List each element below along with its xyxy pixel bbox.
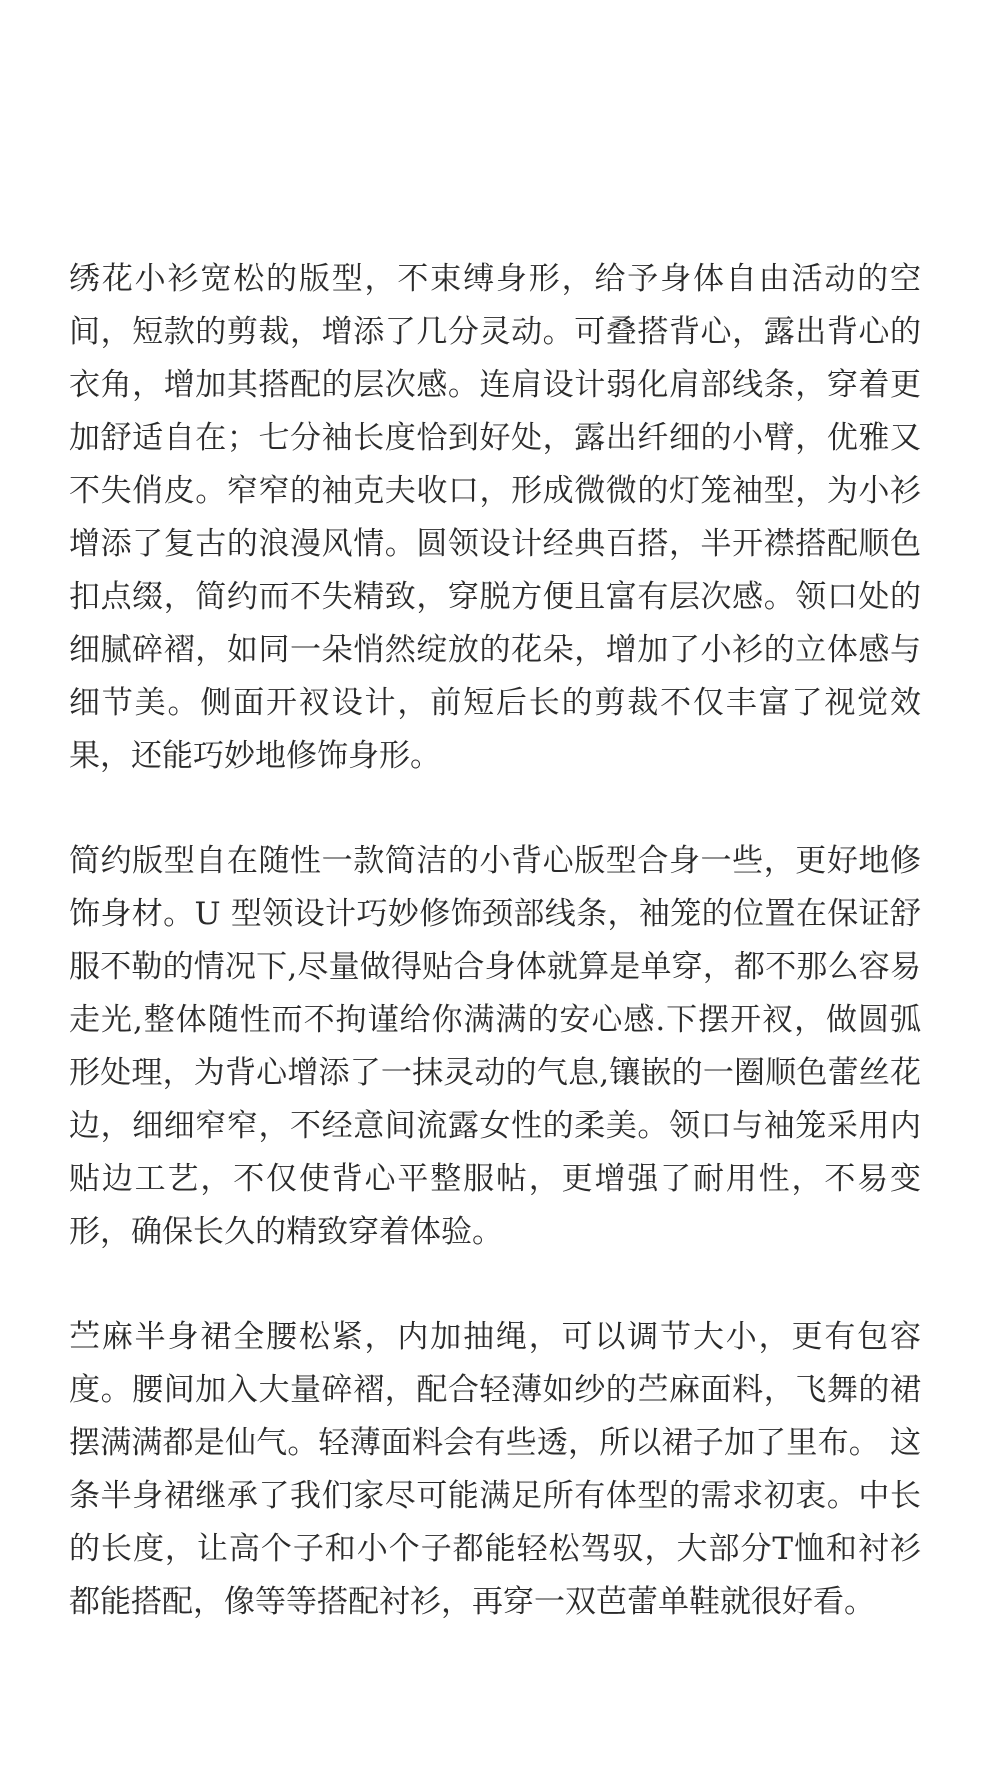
paragraph-blouse: 绣花小衫宽松的版型，不束缚身形，给予身体自由活动的空间，短款的剪裁，增添了几分灵动。可叠搭背心，露出背心的衣角，增加其搭配的层次感。连肩设计弱化肩部线条，穿着更加舒适自在；七分袖长度恰到好处，露出纤细的小臂，优雅又不失俏皮。窄窄的袖克夫收口，形成微微的灯笼袖型，为小衫增添了复古的浪漫风情。圆领设计经典百搭，半开襟搭配顺色扣点缀，简约而不失精致，穿脱方便且富有层次感。领口处的细腻碎褶，如同一朵悄然绽放的花朵，增加了小衫的立体感与细节美。侧面开衩设计，前短后长的剪裁不仅丰富了视觉效果，还能巧妙地修饰身形。 [69,261,921,774]
paragraph-vest: 简约版型自在随性一款简洁的小背心版型合身一些，更好地修饰身材。U 型领设计巧妙修饰颈部线条，袖笼的位置在保证舒服不勒的情况下,尽量做得贴合身体就算是单穿，都不那么容易走光,整体随性而不拘谨给你满满的安心感.下摆开衩，做圆弧形处理，为背心增添了一抹灵动的气息,镶嵌的一圈顺色蕾丝花边，细细窄窄，不经意间流露女性的柔美。领口与袖笼采用内贴边工艺，不仅使背心平整服帖，更增强了耐用性，不易变形，确保长久的精致穿着体验。 [69,843,921,1250]
paragraph-skirt: 苎麻半身裙全腰松紧，内加抽绳，可以调节大小，更有包容度。腰间加入大量碎褶，配合轻薄如纱的苎麻面料，飞舞的裙摆满满都是仙气。轻薄面料会有些透，所以裙子加了里布。 这条半身裙继承了我们家尽可能满足所有体型的需求初衷。中长的长度，让高个子和小个子都能轻松驾驭，大部分T恤和衬衫都能搭配，像等等搭配衬衫，再穿一双芭蕾单鞋就很好看。 [69,1319,921,1620]
article-body [69,253,921,1629]
